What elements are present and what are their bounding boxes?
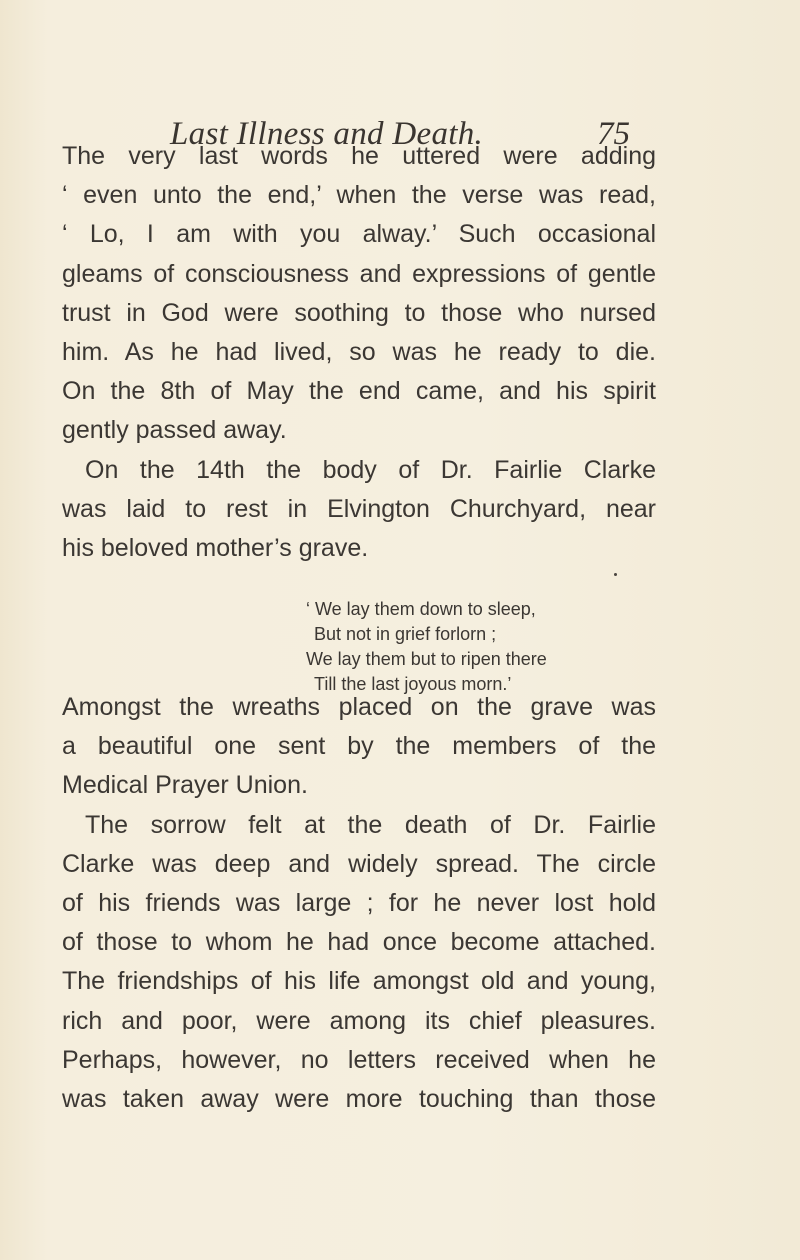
verse-line: Till the last joyous morn.’ bbox=[314, 674, 512, 694]
text-line: The sorrow felt at the death of Dr. Fairlie bbox=[85, 810, 656, 839]
text-line: ‘ Lo, I am with you alway.’ Such occasional bbox=[62, 220, 656, 249]
text-line: gleams of consciousness and expressions of gentle bbox=[62, 259, 656, 288]
text-line: of those to whom he had once become attached. bbox=[62, 928, 656, 957]
text-line: Medical Prayer Union. bbox=[62, 771, 308, 800]
text-line: his beloved mother’s grave. bbox=[62, 533, 369, 562]
text-line: was laid to rest in Elvington Churchyard, near bbox=[62, 494, 656, 523]
verse-line: We lay them but to ripen there bbox=[306, 649, 547, 669]
text-line: On the 8th of May the end came, and his spirit bbox=[62, 377, 656, 406]
text-line: Perhaps, however, no letters received when he bbox=[62, 1045, 656, 1074]
text-line: him. As he had lived, so was he ready to die. bbox=[62, 337, 656, 366]
text-block-upper bbox=[62, 137, 656, 568]
text-line: was taken away were more touching than those bbox=[62, 1084, 656, 1113]
text-line: gently passed away. bbox=[62, 416, 287, 445]
chapter-title: Last Illness and Death. bbox=[170, 116, 484, 152]
text-line: Clarke was deep and widely spread. The circle bbox=[62, 849, 656, 878]
page-number: 75 bbox=[597, 116, 630, 152]
verse-line: ‘ We lay them down to sleep, bbox=[306, 599, 536, 619]
text-line: of his friends was large ; for he never lost hold bbox=[62, 888, 656, 917]
verse-line: But not in grief forlorn ; bbox=[314, 624, 497, 644]
text-line: Amongst the wreaths placed on the grave was bbox=[62, 693, 656, 721]
text-line: trust in God were soothing to those who nursed bbox=[62, 298, 656, 327]
text-line: rich and poor, were among its chief pleasures. bbox=[62, 1006, 656, 1035]
text-block-lower bbox=[62, 568, 656, 1119]
text-line: ‘ even unto the end,’ when the verse was read, bbox=[62, 181, 656, 210]
text-line: a beautiful one sent by the members of the bbox=[62, 732, 656, 761]
text-line: The very last words he uttered were adding bbox=[62, 142, 656, 170]
text-line: On the 14th the body of Dr. Fairlie Clarke bbox=[85, 455, 656, 484]
text-line: The friendships of his life amongst old and young, bbox=[62, 967, 656, 996]
